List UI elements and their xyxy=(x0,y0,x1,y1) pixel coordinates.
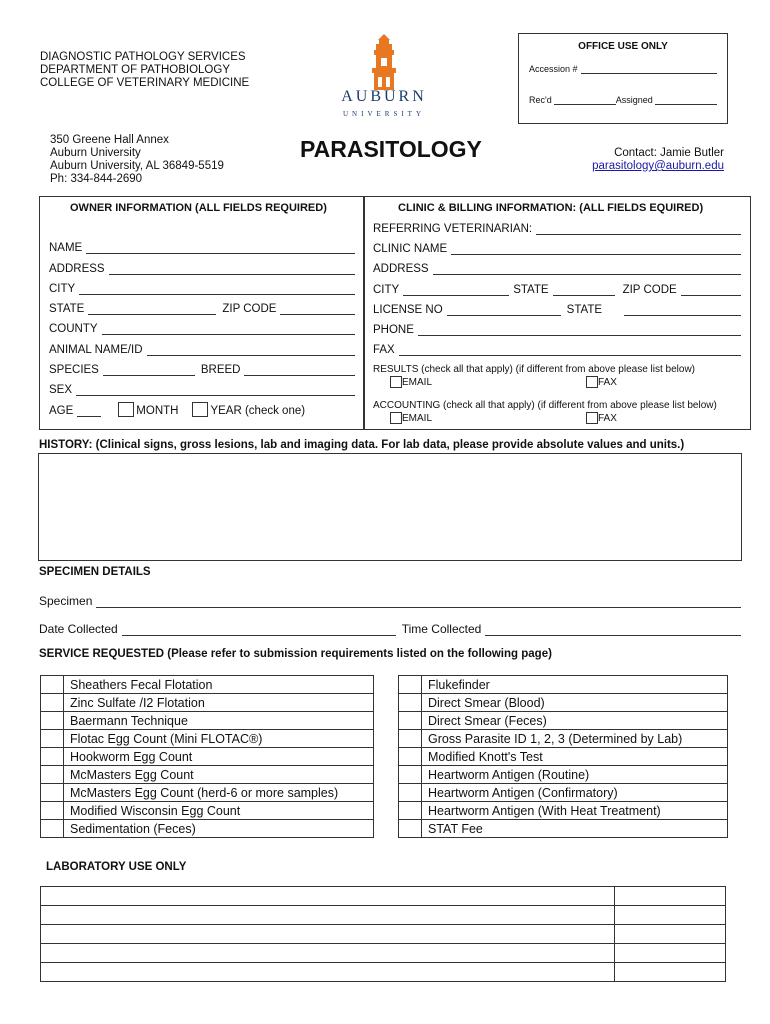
service-label: Sedimentation (Feces) xyxy=(64,820,374,838)
service-label: Hookworm Egg Count xyxy=(64,748,374,766)
results-fax-option[interactable] xyxy=(586,376,617,388)
month-checkbox[interactable] xyxy=(118,402,134,417)
assigned-label: Assigned xyxy=(615,95,653,105)
service-label: Modified Knott's Test xyxy=(422,748,728,766)
lab-cell[interactable] xyxy=(615,925,726,944)
accession-field[interactable] xyxy=(529,64,717,74)
service-row[interactable] xyxy=(399,712,728,730)
lab-cell[interactable] xyxy=(615,887,726,906)
service-row[interactable] xyxy=(399,748,728,766)
lab-row xyxy=(41,887,726,906)
service-row[interactable] xyxy=(399,766,728,784)
service-label: Heartworm Antigen (Routine) xyxy=(422,766,728,784)
clinic-billing-title: CLINIC & BILLING INFORMATION: (ALL FIELDS EQUIRED) xyxy=(398,202,704,214)
service-checkbox[interactable] xyxy=(41,712,64,730)
service-row[interactable] xyxy=(41,694,374,712)
service-label: Baermann Technique xyxy=(64,712,374,730)
lab-address xyxy=(50,134,224,186)
field-label: NAME xyxy=(49,242,83,254)
lab-use-table xyxy=(40,886,726,982)
accounting-email-checkbox[interactable] xyxy=(390,412,402,424)
tower-icon xyxy=(330,34,438,90)
service-label: Direct Smear (Feces) xyxy=(422,712,728,730)
service-row[interactable] xyxy=(399,694,728,712)
accounting-email-option[interactable] xyxy=(390,412,432,424)
service-checkbox[interactable] xyxy=(399,694,422,712)
specimen-field[interactable] xyxy=(39,592,741,608)
clinic-fax-field[interactable] xyxy=(373,342,741,356)
service-row[interactable] xyxy=(41,712,374,730)
field-label: FAX xyxy=(373,344,395,356)
service-checkbox[interactable] xyxy=(41,766,64,784)
clinic-phone-field[interactable] xyxy=(373,322,741,336)
service-label: Flotac Egg Count (Mini FLOTAC®) xyxy=(64,730,374,748)
field-label: ADDRESS xyxy=(49,263,105,275)
lab-cell[interactable] xyxy=(41,944,615,963)
field-label: Specimen xyxy=(39,594,93,608)
option-label: EMAIL xyxy=(402,412,433,424)
service-row[interactable] xyxy=(399,784,728,802)
service-checkbox[interactable] xyxy=(41,748,64,766)
service-label: Direct Smear (Blood) xyxy=(422,694,728,712)
lab-row xyxy=(41,944,726,963)
header-line: DEPARTMENT OF PATHOBIOLOGY xyxy=(40,64,230,76)
page-title: PARASITOLOGY xyxy=(300,136,482,162)
lab-cell[interactable] xyxy=(615,906,726,925)
collection-date-time-field[interactable] xyxy=(39,620,741,636)
address-line: Auburn University xyxy=(50,147,141,159)
accounting-fax-option[interactable] xyxy=(586,412,617,424)
service-row[interactable] xyxy=(399,820,728,838)
species-breed-field[interactable] xyxy=(49,362,355,376)
logo-wordmark: AUBURN xyxy=(341,88,427,105)
service-row[interactable] xyxy=(399,730,728,748)
field-label: ADDRESS xyxy=(373,263,429,275)
field-label: YEAR (check one) xyxy=(210,405,306,417)
field-label: STATE xyxy=(49,303,85,315)
contact-email-link[interactable]: parasitology@auburn.edu xyxy=(592,160,724,172)
results-email-checkbox[interactable] xyxy=(390,376,402,388)
office-use-title: OFFICE USE ONLY xyxy=(578,41,668,52)
service-label: Modified Wisconsin Egg Count xyxy=(64,802,374,820)
service-row[interactable] xyxy=(399,676,728,694)
owner-address-field[interactable] xyxy=(49,261,355,275)
service-table-left xyxy=(40,675,374,838)
service-row[interactable] xyxy=(41,820,374,838)
service-label: Sheathers Fecal Flotation xyxy=(64,676,374,694)
logo-subtitle: UNIVERSITY xyxy=(343,110,425,118)
lab-row xyxy=(41,963,726,982)
service-checkbox[interactable] xyxy=(41,820,64,838)
service-checkbox[interactable] xyxy=(41,694,64,712)
address-line: Auburn University, AL 36849-5519 xyxy=(50,160,224,172)
lab-cell[interactable] xyxy=(41,963,615,982)
service-label: STAT Fee xyxy=(422,820,728,838)
service-row[interactable] xyxy=(41,676,374,694)
owner-city-field[interactable] xyxy=(49,281,355,295)
results-email-option[interactable] xyxy=(390,376,432,388)
service-label: Heartworm Antigen (With Heat Treatment) xyxy=(422,802,728,820)
field-label: Date Collected xyxy=(39,622,118,636)
field-label: STATE xyxy=(513,284,549,296)
field-label: ZIP CODE xyxy=(222,303,277,315)
lab-row xyxy=(41,906,726,925)
animal-name-field[interactable] xyxy=(49,342,355,356)
contact-block xyxy=(592,147,724,173)
service-checkbox[interactable] xyxy=(399,766,422,784)
lab-cell[interactable] xyxy=(41,887,615,906)
service-label: Heartworm Antigen (Confirmatory) xyxy=(422,784,728,802)
field-label: LICENSE NO xyxy=(373,304,443,316)
lab-cell[interactable] xyxy=(615,963,726,982)
owner-name-field[interactable] xyxy=(49,240,355,254)
lab-cell[interactable] xyxy=(41,906,615,925)
accounting-note: ACCOUNTING (check all that apply) (if different from above please list below) xyxy=(373,400,717,411)
field-label: ZIP CODE xyxy=(622,284,677,296)
owner-county-field[interactable] xyxy=(49,321,355,335)
address-line: Ph: 334-844-2690 xyxy=(50,173,143,185)
field-label: BREED xyxy=(200,364,241,376)
field-label: MONTH xyxy=(136,405,179,417)
owner-state-zip-field[interactable] xyxy=(49,301,355,315)
service-row[interactable] xyxy=(41,784,374,802)
service-label: Flukefinder xyxy=(422,676,728,694)
service-checkbox[interactable] xyxy=(399,712,422,730)
field-label: AGE xyxy=(49,405,74,417)
field-label: SPECIES xyxy=(49,364,99,376)
contact-label: Contact: Jamie Butler xyxy=(614,147,724,159)
service-title: SERVICE REQUESTED (Please refer to submission requirements listed on the following page) xyxy=(39,648,552,660)
clinic-address-field[interactable] xyxy=(373,261,741,275)
field-label: COUNTY xyxy=(49,323,98,335)
option-label: FAX xyxy=(598,376,617,388)
service-label: McMasters Egg Count (herd-6 or more samples) xyxy=(64,784,374,802)
referring-vet-field[interactable] xyxy=(373,221,741,235)
service-table-right xyxy=(398,675,728,838)
auburn-logo xyxy=(330,34,438,124)
field-label: CITY xyxy=(49,283,76,295)
field-label: REFERRING VETERINARIAN: xyxy=(373,223,533,235)
address-line: 350 Greene Hall Annex xyxy=(50,134,169,146)
accession-label: Accession # xyxy=(529,64,578,74)
header-line: COLLEGE OF VETERINARY MEDICINE xyxy=(40,77,250,89)
option-label: EMAIL xyxy=(402,376,433,388)
service-row[interactable] xyxy=(41,748,374,766)
service-checkbox[interactable] xyxy=(41,676,64,694)
field-label: STATE xyxy=(566,304,603,316)
header-line: DIAGNOSTIC PATHOLOGY SERVICES xyxy=(40,51,246,63)
field-label: CLINIC NAME xyxy=(373,243,448,255)
service-row[interactable] xyxy=(41,766,374,784)
recd-label: Rec'd xyxy=(529,95,552,105)
service-label: Gross Parasite ID 1, 2, 3 (Determined by Lab) xyxy=(422,730,728,748)
results-fax-checkbox[interactable] xyxy=(586,376,598,388)
results-note: RESULTS (check all that apply) (if different from above please list below) xyxy=(373,364,695,375)
owner-info-title: OWNER INFORMATION (ALL FIELDS REQUIRED) xyxy=(70,202,327,214)
option-label: FAX xyxy=(598,412,617,424)
service-checkbox[interactable] xyxy=(399,802,422,820)
field-label: ANIMAL NAME/ID xyxy=(49,344,143,356)
service-checkbox[interactable] xyxy=(41,784,64,802)
field-label: CITY xyxy=(373,284,400,296)
field-label: Time Collected xyxy=(401,622,482,636)
lab-cell[interactable] xyxy=(41,925,615,944)
lab-row xyxy=(41,925,726,944)
service-checkbox[interactable] xyxy=(41,802,64,820)
field-label: SEX xyxy=(49,384,73,396)
service-checkbox[interactable] xyxy=(399,784,422,802)
service-label: McMasters Egg Count xyxy=(64,766,374,784)
field-label: PHONE xyxy=(373,324,414,336)
clinic-city-state-zip-field[interactable] xyxy=(373,282,741,296)
year-checkbox[interactable] xyxy=(192,402,208,417)
age-field xyxy=(49,403,355,417)
service-checkbox[interactable] xyxy=(399,748,422,766)
office-use-box xyxy=(518,33,728,124)
service-checkbox[interactable] xyxy=(41,730,64,748)
lab-cell[interactable] xyxy=(615,944,726,963)
history-textarea[interactable] xyxy=(38,453,742,561)
license-field[interactable] xyxy=(373,302,741,316)
clinic-name-field[interactable] xyxy=(373,241,741,255)
service-checkbox[interactable] xyxy=(399,820,422,838)
recd-assigned-field[interactable] xyxy=(529,95,717,105)
service-row[interactable] xyxy=(41,730,374,748)
accounting-fax-checkbox[interactable] xyxy=(586,412,598,424)
history-title: HISTORY: (Clinical signs, gross lesions, lab and imaging data. For lab data, please provide absolute values and units.) xyxy=(39,439,685,451)
service-checkbox[interactable] xyxy=(399,676,422,694)
service-row[interactable] xyxy=(41,802,374,820)
service-label: Zinc Sulfate /I2 Flotation xyxy=(64,694,374,712)
service-checkbox[interactable] xyxy=(399,730,422,748)
specimen-title: SPECIMEN DETAILS xyxy=(39,566,151,578)
service-row[interactable] xyxy=(399,802,728,820)
header-department xyxy=(40,51,249,90)
sex-field[interactable] xyxy=(49,382,355,396)
lab-use-title: LABORATORY USE ONLY xyxy=(46,861,187,873)
